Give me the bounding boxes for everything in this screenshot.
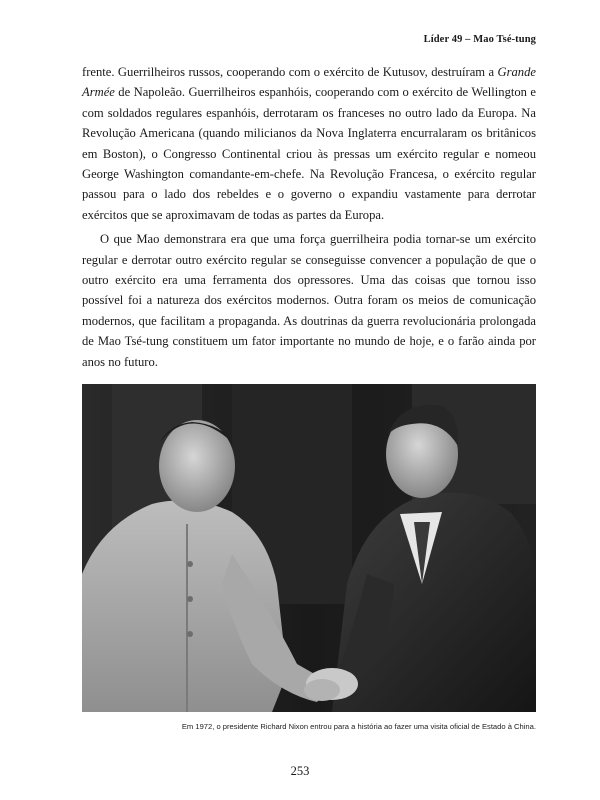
italic-term: Grande Armée (82, 65, 536, 100)
paragraph-1 (82, 62, 536, 225)
running-header: Líder 49 – Mao Tsé-tung (423, 34, 536, 45)
paragraph-1-part-a: frente. Guerrilheiros russos, cooperando com o exército de Kutusov, destruíram a (82, 65, 498, 79)
page-number: 253 (290, 764, 310, 778)
photo-illustration (82, 384, 536, 712)
paragraph-1-part-b: de Napoleão. Guerrilheiros espanhóis, cooperando com o exército de Wellington e com soldados regulares espanhóis, derrotaram os franceses no outro lado da Europa. Na Revolução Americana (quando milicianos da Nova Inglaterra encurralaram os britânicos em Boston), o Congresso Continental criou às pressas um exército regular e nomeou George Washington comandante-em-chefe. Na Revolução Francesa, o exército regular passou para o lado dos rebeldes e o governo o expandiu vastamente para derrotar exércitos que se aproximavam de todas as partes da Europa. (82, 85, 536, 222)
paragraph-2: O que Mao demonstrara era que uma força guerrilheira podia tornar-se um exército regular e derrotar outro exército regular se conseguisse convencer a população de que o outro exército era uma ferramenta dos opressores. Uma das coisas que tornou isso possível foi a natureza dos exércitos modernos. Outra foram os meios de comunicação modernos, que facilitam a propaganda. As doutrinas da guerra revolucionária prolongada de Mao Tsé-tung constituem um fator importante no mundo de hoje, e o farão ainda por anos no futuro. (82, 232, 536, 369)
body-text (82, 62, 536, 372)
photo-caption: Em 1972, o presidente Richard Nixon entrou para a história ao fazer uma visita oficial de Estado à China. (181, 722, 536, 731)
photo-nixon-mao-handshake (82, 384, 536, 712)
